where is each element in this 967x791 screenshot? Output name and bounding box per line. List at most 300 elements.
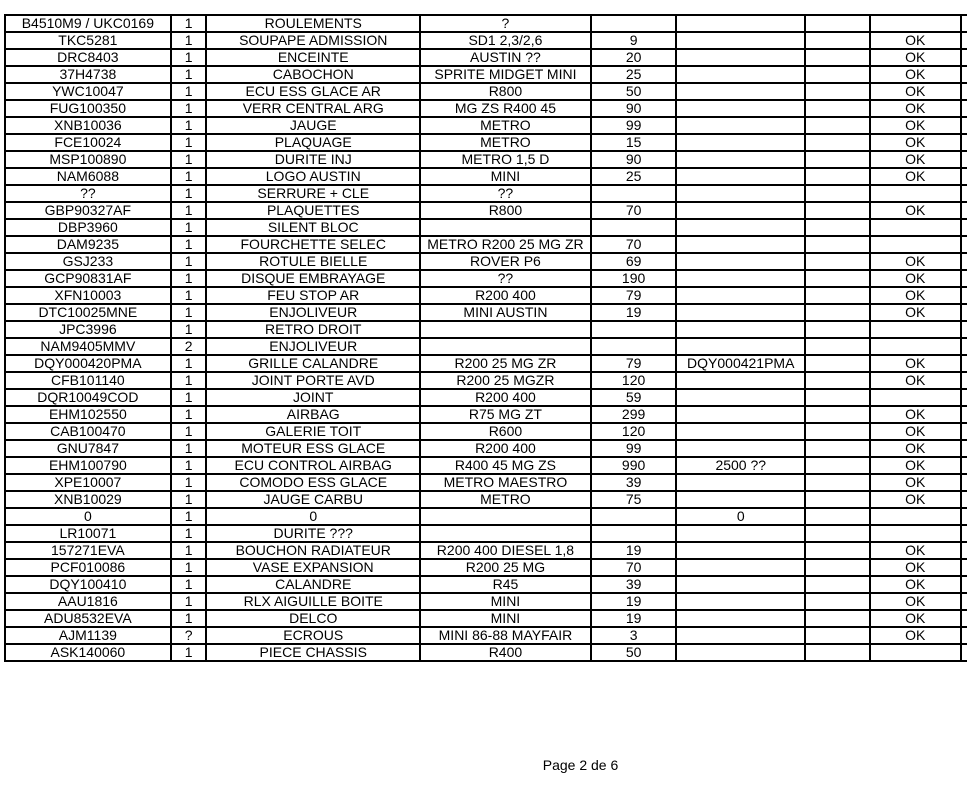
cell-vehicle: ?? (420, 270, 591, 287)
cell-designation: GRILLE CALANDRE (206, 355, 420, 372)
cell-extra (805, 440, 869, 457)
cell-edge (961, 627, 967, 644)
table-row (5, 185, 967, 202)
cell-price: 99 (591, 440, 676, 457)
cell-price: 990 (591, 457, 676, 474)
cell-edge (961, 117, 967, 134)
cell-quantity: 1 (171, 576, 207, 593)
cell-reference: CFB101140 (5, 372, 171, 389)
cell-extra (805, 610, 869, 627)
cell-designation: JAUGE (206, 117, 420, 134)
cell-extra (805, 576, 869, 593)
cell-extra (805, 525, 869, 542)
cell-vehicle (420, 508, 591, 525)
cell-vehicle: R200 400 (420, 389, 591, 406)
cell-edge (961, 100, 967, 117)
table-row (5, 627, 967, 644)
cell-extra (805, 117, 869, 134)
cell-extra (805, 134, 869, 151)
cell-reference: NAM9405MMV (5, 338, 171, 355)
cell-designation: GALERIE TOIT (206, 423, 420, 440)
parts-table (4, 14, 967, 662)
cell-edge (961, 219, 967, 236)
cell-note (676, 406, 805, 423)
cell-quantity: 1 (171, 100, 207, 117)
cell-reference: JPC3996 (5, 321, 171, 338)
cell-status: OK (870, 457, 961, 474)
cell-designation: ROTULE BIELLE (206, 253, 420, 270)
cell-extra (805, 457, 869, 474)
cell-reference: AJM1139 (5, 627, 171, 644)
cell-quantity: 1 (171, 525, 207, 542)
cell-edge (961, 83, 967, 100)
cell-price: 70 (591, 202, 676, 219)
table-row (5, 610, 967, 627)
cell-note (676, 372, 805, 389)
cell-extra (805, 338, 869, 355)
cell-designation: DURITE ??? (206, 525, 420, 542)
cell-designation: RLX AIGUILLE BOITE (206, 593, 420, 610)
cell-edge (961, 593, 967, 610)
cell-vehicle: R400 45 MG ZS (420, 457, 591, 474)
cell-extra (805, 406, 869, 423)
table-row (5, 287, 967, 304)
cell-price (591, 338, 676, 355)
table-row (5, 457, 967, 474)
cell-extra (805, 83, 869, 100)
cell-designation: FOURCHETTE SELEC (206, 236, 420, 253)
cell-reference: FUG100350 (5, 100, 171, 117)
cell-status (870, 185, 961, 202)
cell-vehicle: R200 400 DIESEL 1,8 (420, 542, 591, 559)
cell-vehicle (420, 338, 591, 355)
cell-status (870, 508, 961, 525)
cell-quantity: 1 (171, 287, 207, 304)
cell-status: OK (870, 440, 961, 457)
cell-note (676, 576, 805, 593)
cell-reference: ?? (5, 185, 171, 202)
cell-reference: TKC5281 (5, 32, 171, 49)
cell-price: 59 (591, 389, 676, 406)
cell-vehicle (420, 525, 591, 542)
cell-price: 70 (591, 236, 676, 253)
cell-vehicle: R200 400 (420, 287, 591, 304)
cell-designation: ECROUS (206, 627, 420, 644)
cell-edge (961, 474, 967, 491)
cell-designation: ENCEINTE (206, 49, 420, 66)
cell-note (676, 83, 805, 100)
cell-note (676, 185, 805, 202)
table-row (5, 270, 967, 287)
cell-vehicle: R800 (420, 83, 591, 100)
cell-quantity: 1 (171, 321, 207, 338)
cell-edge (961, 66, 967, 83)
cell-vehicle: MINI (420, 168, 591, 185)
cell-price: 90 (591, 100, 676, 117)
cell-note (676, 338, 805, 355)
cell-price: 50 (591, 644, 676, 661)
cell-note (676, 610, 805, 627)
cell-status: OK (870, 542, 961, 559)
cell-reference: XPE10007 (5, 474, 171, 491)
cell-edge (961, 287, 967, 304)
cell-quantity: 1 (171, 372, 207, 389)
cell-reference: CAB100470 (5, 423, 171, 440)
cell-edge (961, 559, 967, 576)
table-row (5, 321, 967, 338)
cell-vehicle: MINI AUSTIN (420, 304, 591, 321)
table-row (5, 508, 967, 525)
cell-designation: ENJOLIVEUR (206, 338, 420, 355)
cell-quantity: 1 (171, 440, 207, 457)
cell-vehicle: METRO MAESTRO (420, 474, 591, 491)
cell-extra (805, 474, 869, 491)
cell-price: 50 (591, 83, 676, 100)
cell-edge (961, 389, 967, 406)
cell-designation: MOTEUR ESS GLACE (206, 440, 420, 457)
cell-extra (805, 185, 869, 202)
cell-extra (805, 49, 869, 66)
cell-extra (805, 304, 869, 321)
cell-quantity: 1 (171, 491, 207, 508)
cell-quantity: 1 (171, 253, 207, 270)
cell-designation: CABOCHON (206, 66, 420, 83)
cell-quantity: 1 (171, 134, 207, 151)
cell-price (591, 508, 676, 525)
cell-vehicle: R200 400 (420, 440, 591, 457)
table-row (5, 202, 967, 219)
cell-designation: COMODO ESS GLACE (206, 474, 420, 491)
cell-extra (805, 66, 869, 83)
cell-status: OK (870, 627, 961, 644)
cell-designation: ROULEMENTS (206, 15, 420, 32)
cell-vehicle: R600 (420, 423, 591, 440)
table-row (5, 338, 967, 355)
cell-status: OK (870, 168, 961, 185)
table-row (5, 644, 967, 661)
cell-designation: ECU ESS GLACE AR (206, 83, 420, 100)
cell-note (676, 236, 805, 253)
cell-vehicle: METRO (420, 134, 591, 151)
cell-status (870, 338, 961, 355)
cell-designation: DELCO (206, 610, 420, 627)
cell-designation: JAUGE CARBU (206, 491, 420, 508)
cell-edge (961, 372, 967, 389)
cell-quantity: 1 (171, 168, 207, 185)
cell-edge (961, 15, 967, 32)
cell-quantity: 1 (171, 117, 207, 134)
cell-vehicle: METRO 1,5 D (420, 151, 591, 168)
cell-quantity: 1 (171, 644, 207, 661)
cell-extra (805, 202, 869, 219)
cell-note (676, 66, 805, 83)
table-row (5, 440, 967, 457)
cell-reference: DBP3960 (5, 219, 171, 236)
cell-extra (805, 508, 869, 525)
cell-price: 75 (591, 491, 676, 508)
cell-price (591, 525, 676, 542)
cell-reference: DAM9235 (5, 236, 171, 253)
cell-price: 25 (591, 66, 676, 83)
cell-note (676, 151, 805, 168)
table-row (5, 474, 967, 491)
cell-edge (961, 304, 967, 321)
cell-vehicle: R200 25 MG ZR (420, 355, 591, 372)
cell-vehicle: R75 MG ZT (420, 406, 591, 423)
cell-status (870, 389, 961, 406)
cell-quantity: 1 (171, 542, 207, 559)
cell-edge (961, 253, 967, 270)
table-row (5, 66, 967, 83)
cell-extra (805, 542, 869, 559)
cell-note (676, 219, 805, 236)
cell-reference: 0 (5, 508, 171, 525)
cell-quantity: 1 (171, 457, 207, 474)
cell-extra (805, 491, 869, 508)
cell-designation: DURITE INJ (206, 151, 420, 168)
cell-status: OK (870, 270, 961, 287)
cell-edge (961, 151, 967, 168)
cell-reference: DQR10049COD (5, 389, 171, 406)
cell-note (676, 100, 805, 117)
cell-status: OK (870, 491, 961, 508)
table-row (5, 389, 967, 406)
table-row (5, 593, 967, 610)
cell-reference: ADU8532EVA (5, 610, 171, 627)
cell-status: OK (870, 372, 961, 389)
cell-note (676, 491, 805, 508)
cell-status: OK (870, 202, 961, 219)
cell-status (870, 15, 961, 32)
cell-note (676, 389, 805, 406)
cell-edge (961, 49, 967, 66)
cell-designation: PLAQUETTES (206, 202, 420, 219)
cell-edge (961, 491, 967, 508)
cell-note (676, 474, 805, 491)
table-row (5, 372, 967, 389)
cell-vehicle: MINI 86-88 MAYFAIR (420, 627, 591, 644)
cell-quantity: 1 (171, 355, 207, 372)
cell-edge (961, 525, 967, 542)
cell-status: OK (870, 559, 961, 576)
cell-reference: NAM6088 (5, 168, 171, 185)
cell-reference: XFN10003 (5, 287, 171, 304)
cell-designation: JOINT (206, 389, 420, 406)
cell-designation: VERR CENTRAL ARG (206, 100, 420, 117)
cell-quantity: 1 (171, 219, 207, 236)
cell-reference: AAU1816 (5, 593, 171, 610)
cell-edge (961, 610, 967, 627)
cell-price: 79 (591, 287, 676, 304)
cell-status: OK (870, 66, 961, 83)
cell-designation: JOINT PORTE AVD (206, 372, 420, 389)
cell-status (870, 236, 961, 253)
cell-edge (961, 542, 967, 559)
cell-edge (961, 406, 967, 423)
cell-quantity: 1 (171, 508, 207, 525)
cell-quantity: 1 (171, 270, 207, 287)
cell-reference: DQY000420PMA (5, 355, 171, 372)
table-row (5, 406, 967, 423)
cell-note (676, 49, 805, 66)
cell-status: OK (870, 593, 961, 610)
cell-designation: VASE EXPANSION (206, 559, 420, 576)
cell-edge (961, 236, 967, 253)
cell-vehicle: SPRITE MIDGET MINI (420, 66, 591, 83)
cell-note (676, 253, 805, 270)
cell-edge (961, 644, 967, 661)
cell-edge (961, 423, 967, 440)
cell-designation: FEU STOP AR (206, 287, 420, 304)
cell-price: 19 (591, 593, 676, 610)
cell-price: 69 (591, 253, 676, 270)
cell-status: OK (870, 134, 961, 151)
cell-edge (961, 321, 967, 338)
cell-reference: B4510M9 / UKC0169 (5, 15, 171, 32)
cell-price: 19 (591, 542, 676, 559)
cell-note (676, 559, 805, 576)
cell-vehicle: R200 25 MGZR (420, 372, 591, 389)
cell-price: 25 (591, 168, 676, 185)
cell-reference: XNB10036 (5, 117, 171, 134)
table-row (5, 100, 967, 117)
cell-designation: 0 (206, 508, 420, 525)
cell-designation: SERRURE + CLE (206, 185, 420, 202)
cell-note (676, 304, 805, 321)
cell-note (676, 627, 805, 644)
cell-vehicle: AUSTIN ?? (420, 49, 591, 66)
cell-reference: YWC10047 (5, 83, 171, 100)
cell-vehicle: ? (420, 15, 591, 32)
cell-price: 15 (591, 134, 676, 151)
cell-designation: PIECE CHASSIS (206, 644, 420, 661)
cell-quantity: ? (171, 627, 207, 644)
cell-reference: DTC10025MNE (5, 304, 171, 321)
cell-extra (805, 270, 869, 287)
cell-price: 19 (591, 610, 676, 627)
cell-edge (961, 134, 967, 151)
cell-price: 3 (591, 627, 676, 644)
cell-price (591, 219, 676, 236)
cell-quantity: 1 (171, 610, 207, 627)
cell-note (676, 15, 805, 32)
cell-vehicle: METRO R200 25 MG ZR (420, 236, 591, 253)
cell-vehicle: MG ZS R400 45 (420, 100, 591, 117)
cell-note (676, 423, 805, 440)
cell-extra (805, 100, 869, 117)
cell-reference: EHM100790 (5, 457, 171, 474)
cell-quantity: 1 (171, 83, 207, 100)
cell-designation: SILENT BLOC (206, 219, 420, 236)
cell-note (676, 321, 805, 338)
table-row (5, 355, 967, 372)
table-row (5, 253, 967, 270)
cell-reference: XNB10029 (5, 491, 171, 508)
cell-vehicle (420, 219, 591, 236)
cell-designation: ENJOLIVEUR (206, 304, 420, 321)
cell-price: 120 (591, 372, 676, 389)
cell-note: 0 (676, 508, 805, 525)
table-row (5, 491, 967, 508)
table-row (5, 134, 967, 151)
cell-extra (805, 15, 869, 32)
cell-status: OK (870, 253, 961, 270)
table-row (5, 542, 967, 559)
table-row (5, 151, 967, 168)
cell-extra (805, 389, 869, 406)
cell-reference: LR10071 (5, 525, 171, 542)
parts-table-body (5, 15, 967, 661)
cell-reference: GBP90327AF (5, 202, 171, 219)
cell-status (870, 644, 961, 661)
cell-edge (961, 185, 967, 202)
cell-vehicle: R45 (420, 576, 591, 593)
cell-vehicle: SD1 2,3/2,6 (420, 32, 591, 49)
cell-quantity: 1 (171, 474, 207, 491)
cell-quantity: 1 (171, 15, 207, 32)
cell-status (870, 219, 961, 236)
cell-reference: PCF010086 (5, 559, 171, 576)
cell-vehicle (420, 321, 591, 338)
cell-edge (961, 355, 967, 372)
cell-extra (805, 219, 869, 236)
cell-designation: ECU CONTROL AIRBAG (206, 457, 420, 474)
cell-quantity: 1 (171, 304, 207, 321)
cell-designation: SOUPAPE ADMISSION (206, 32, 420, 49)
cell-vehicle: MINI (420, 610, 591, 627)
cell-quantity: 1 (171, 49, 207, 66)
cell-price: 19 (591, 304, 676, 321)
cell-extra (805, 151, 869, 168)
cell-reference: MSP100890 (5, 151, 171, 168)
table-row (5, 236, 967, 253)
cell-quantity: 1 (171, 66, 207, 83)
cell-note (676, 168, 805, 185)
cell-vehicle: ?? (420, 185, 591, 202)
cell-price (591, 15, 676, 32)
cell-quantity: 1 (171, 389, 207, 406)
cell-status: OK (870, 83, 961, 100)
cell-price: 39 (591, 474, 676, 491)
cell-note (676, 32, 805, 49)
cell-vehicle: METRO (420, 117, 591, 134)
cell-status (870, 321, 961, 338)
cell-note (676, 287, 805, 304)
cell-vehicle: R400 (420, 644, 591, 661)
cell-note (676, 525, 805, 542)
cell-extra (805, 236, 869, 253)
cell-status: OK (870, 406, 961, 423)
cell-quantity: 1 (171, 151, 207, 168)
cell-price: 190 (591, 270, 676, 287)
cell-price: 20 (591, 49, 676, 66)
cell-note (676, 202, 805, 219)
cell-designation: AIRBAG (206, 406, 420, 423)
cell-price: 39 (591, 576, 676, 593)
table-row (5, 168, 967, 185)
cell-designation: CALANDRE (206, 576, 420, 593)
cell-reference: GNU7847 (5, 440, 171, 457)
table-row (5, 15, 967, 32)
cell-reference: GSJ233 (5, 253, 171, 270)
cell-designation: BOUCHON RADIATEUR (206, 542, 420, 559)
table-row (5, 559, 967, 576)
table-row (5, 423, 967, 440)
cell-note (676, 117, 805, 134)
cell-status: OK (870, 117, 961, 134)
cell-status: OK (870, 576, 961, 593)
cell-vehicle: METRO (420, 491, 591, 508)
